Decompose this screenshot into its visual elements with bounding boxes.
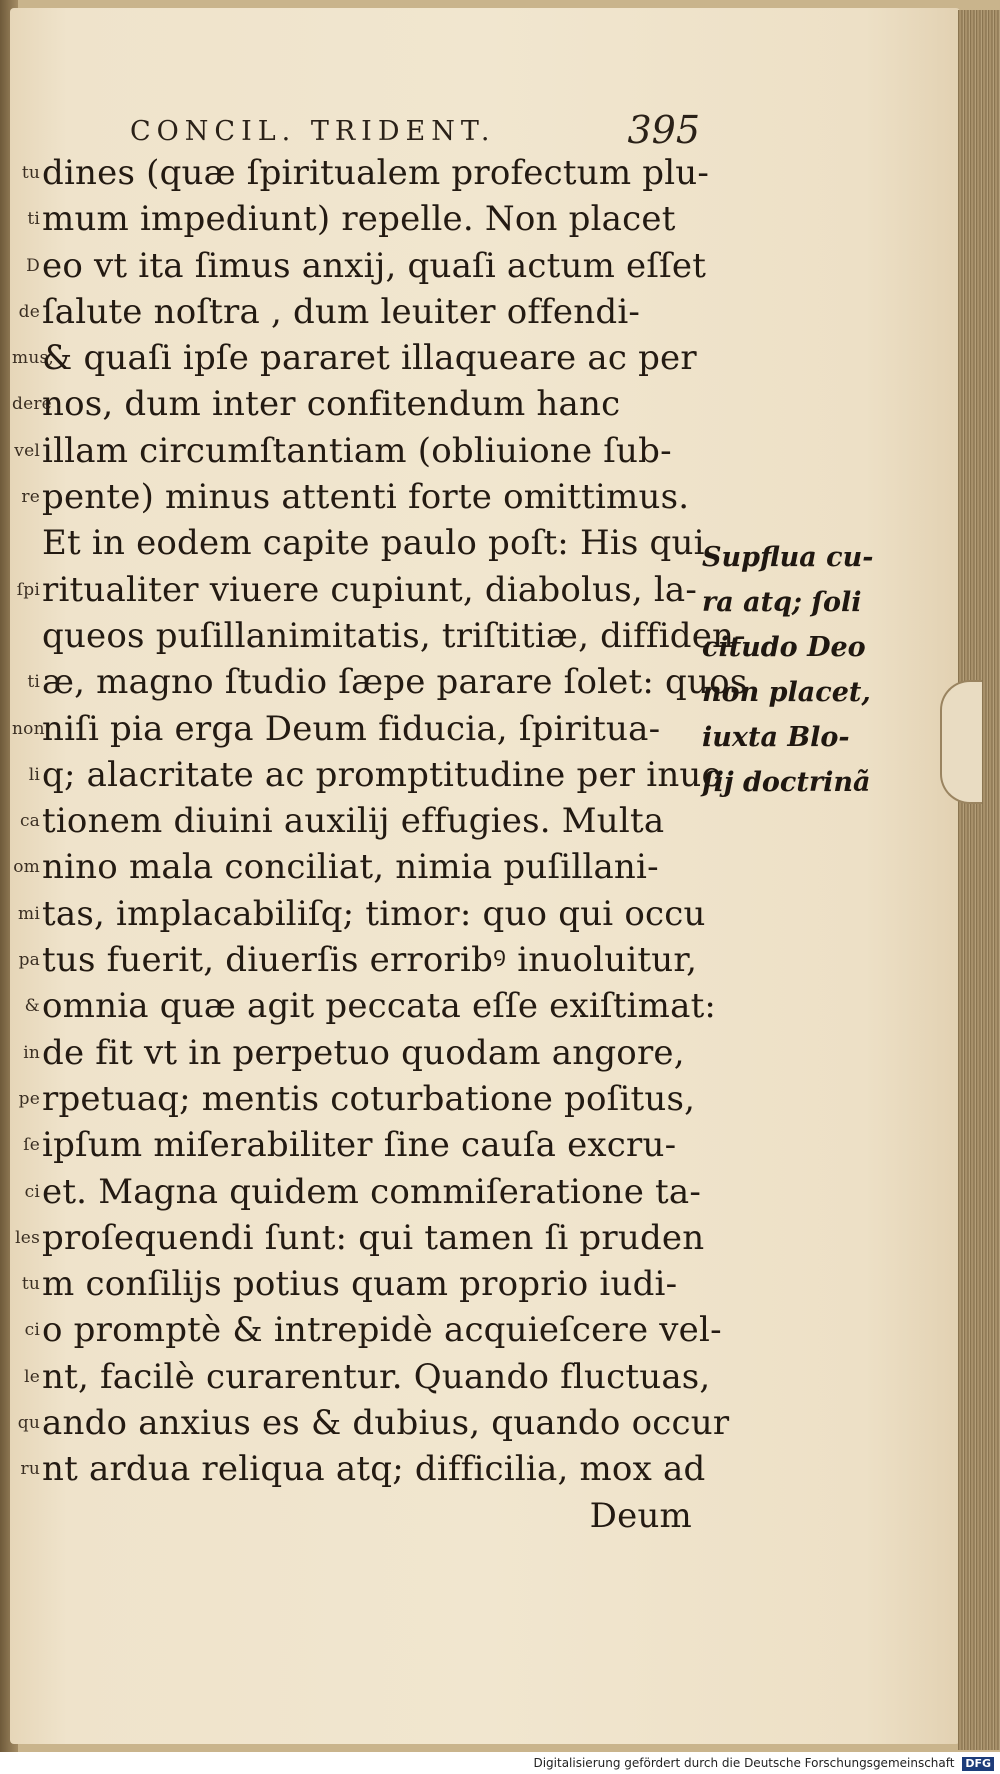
gutter-fragment: tu <box>21 163 40 183</box>
text-line <box>12 1076 696 1122</box>
line-text: pente) minus attenti forte omittimus. <box>42 477 690 518</box>
gutter-fragment: ſe <box>23 1135 40 1156</box>
gutter-fragment: le <box>24 1366 40 1387</box>
text-line <box>12 567 698 613</box>
text-line <box>12 1400 730 1446</box>
marginal-note <box>702 535 872 805</box>
gutter-fragment: ti <box>27 209 40 230</box>
text-line <box>12 150 710 196</box>
line-text: illam circumſtantiam (obliuione ſub- <box>42 430 672 471</box>
gutter-fragment: li <box>28 764 40 785</box>
line-text: q; alacritate ac promptitudine per inuo <box>42 754 723 795</box>
line-text: ritualiter viuere cupiunt, diabolus, la- <box>42 569 698 610</box>
line-text: omnia quæ agit peccata eſſe exiſtimat: <box>42 986 717 1027</box>
line-text: ando anxius es & dubius, quando occur <box>42 1403 730 1444</box>
text-line <box>12 937 698 983</box>
gutter-fragment: non <box>12 718 45 739</box>
line-text: m conſilijs potius quam proprio iudi- <box>42 1264 678 1305</box>
gutter-fragment: ca <box>19 811 40 832</box>
gutter-fragment: ti <box>27 672 40 693</box>
line-text: o promptè & intrepidè acquieſcere vel- <box>42 1310 722 1351</box>
text-line <box>12 428 692 474</box>
text-line <box>12 474 692 520</box>
gutter-fragment: mi <box>18 903 40 924</box>
text-line <box>12 335 697 381</box>
text-line <box>12 844 692 890</box>
line-text: mum impediunt) repelle. Non placet <box>42 199 676 240</box>
line-text: tus fuerit, diuerſis erroribꝰ inuoluitur, <box>42 940 698 981</box>
gutter-fragment: ci <box>24 1320 40 1341</box>
gutter-fragment: les <box>15 1227 40 1248</box>
text-line <box>12 243 707 289</box>
line-text: dines (quæ ſpiritualem profectum plu- <box>42 153 710 193</box>
running-head: CONCIL. TRIDENT. <box>130 116 496 147</box>
line-text: & quaſi ipſe pararet illaqueare ac per <box>42 338 697 379</box>
gutter-fragment: de <box>18 301 40 322</box>
page-tab-marker <box>940 680 982 804</box>
page-number: 395 <box>627 108 700 152</box>
line-text: et. Magna quidem commiſeratione ta- <box>42 1171 702 1212</box>
gutter-fragment: pe <box>18 1088 40 1109</box>
line-text: ipſum miſerabiliter ſine cauſa excru- <box>42 1125 677 1166</box>
gutter-fragment: tu <box>21 1274 40 1295</box>
text-line <box>12 706 692 752</box>
gutter-fragment: in <box>23 1042 40 1063</box>
footer-credit: Digitalisierung gefördert durch die Deutsche Forschungsgemeinschaft <box>533 1756 955 1770</box>
text-line <box>12 798 692 844</box>
line-text: queos puſillanimitatis, triſtitiæ, diffiden- <box>42 615 746 656</box>
gutter-fragment: ſpi <box>16 579 40 600</box>
line-text: nt, facilè curarentur. Quando fluctuas, <box>42 1356 711 1397</box>
text-line <box>12 1169 702 1215</box>
gutter-fragment: D <box>26 255 40 276</box>
gutter-fragment: qu <box>17 1413 40 1434</box>
line-text: æ, magno ſtudio ſæpe parare ſolet: quos <box>42 662 748 703</box>
text-line <box>12 659 748 705</box>
line-text: tas, implacabiliſq; timor: quo qui occu <box>42 893 706 934</box>
line-text: proſequendi ſunt: qui tamen ſi pruden <box>42 1217 705 1258</box>
text-line <box>12 613 746 659</box>
line-text: nino mala conciliat, nimia puſillani- <box>42 847 659 888</box>
text-line <box>12 983 717 1029</box>
marginal-note-line: ſij doctrinã <box>702 767 871 798</box>
gutter-fragment: ru <box>20 1459 40 1480</box>
text-line <box>12 289 692 335</box>
gutter-fragment: mus, <box>12 348 54 369</box>
text-line <box>12 196 692 242</box>
gutter-fragment: & <box>24 996 40 1017</box>
line-text: rpetuaq; mentis coturbatione poſitus, <box>42 1078 696 1119</box>
catchword: Deum <box>589 1495 692 1536</box>
gutter-fragment: re <box>21 487 40 508</box>
text-line <box>12 1354 711 1400</box>
gutter-fragment: dere <box>12 394 52 415</box>
marginal-note-line: citudo Deo <box>702 632 866 663</box>
digitization-footer <box>0 1752 1000 1774</box>
body-text <box>12 150 748 1539</box>
line-text: eo vt ita ſimus anxij, quaſi actum eſſet <box>42 245 707 286</box>
text-line <box>12 1307 722 1353</box>
gutter-fragment: ci <box>24 1181 40 1202</box>
text-line <box>12 381 692 427</box>
line-text: Et in eodem capite paulo poſt: His qui <box>42 523 705 564</box>
gutter-fragment: om <box>13 857 40 878</box>
page-edges <box>958 10 1000 1750</box>
dfg-logo: DFG <box>962 1757 994 1771</box>
marginal-note-line: non placet, <box>702 677 871 708</box>
text-line <box>12 752 723 798</box>
marginal-note-line: Supflua cu- <box>702 542 874 573</box>
marginal-note-line: ra atq; ſoli <box>702 587 862 618</box>
line-text: niſi pia erga Deum fiducia, ſpiritua- <box>42 708 661 749</box>
text-line <box>12 891 706 937</box>
line-text: ſalute noſtra , dum leuiter offendi- <box>42 291 641 332</box>
line-text: tionem diuini auxilij effugies. Multa <box>42 801 665 842</box>
line-text: nt ardua reliqua atq; difficilia, mox ad <box>42 1449 706 1490</box>
marginal-note-line: iuxta Blo- <box>702 722 850 753</box>
text-line <box>12 1215 705 1261</box>
line-text: de fit vt in perpetuo quodam angore, <box>42 1032 685 1073</box>
text-line <box>12 1261 692 1307</box>
line-text: nos, dum inter confitendum hanc <box>42 384 621 425</box>
gutter-fragment: vel <box>14 440 40 461</box>
text-line <box>12 1446 706 1492</box>
text-line <box>12 1030 692 1076</box>
text-line <box>12 1122 692 1168</box>
gutter-fragment: pa <box>18 950 40 971</box>
text-line <box>12 520 705 566</box>
